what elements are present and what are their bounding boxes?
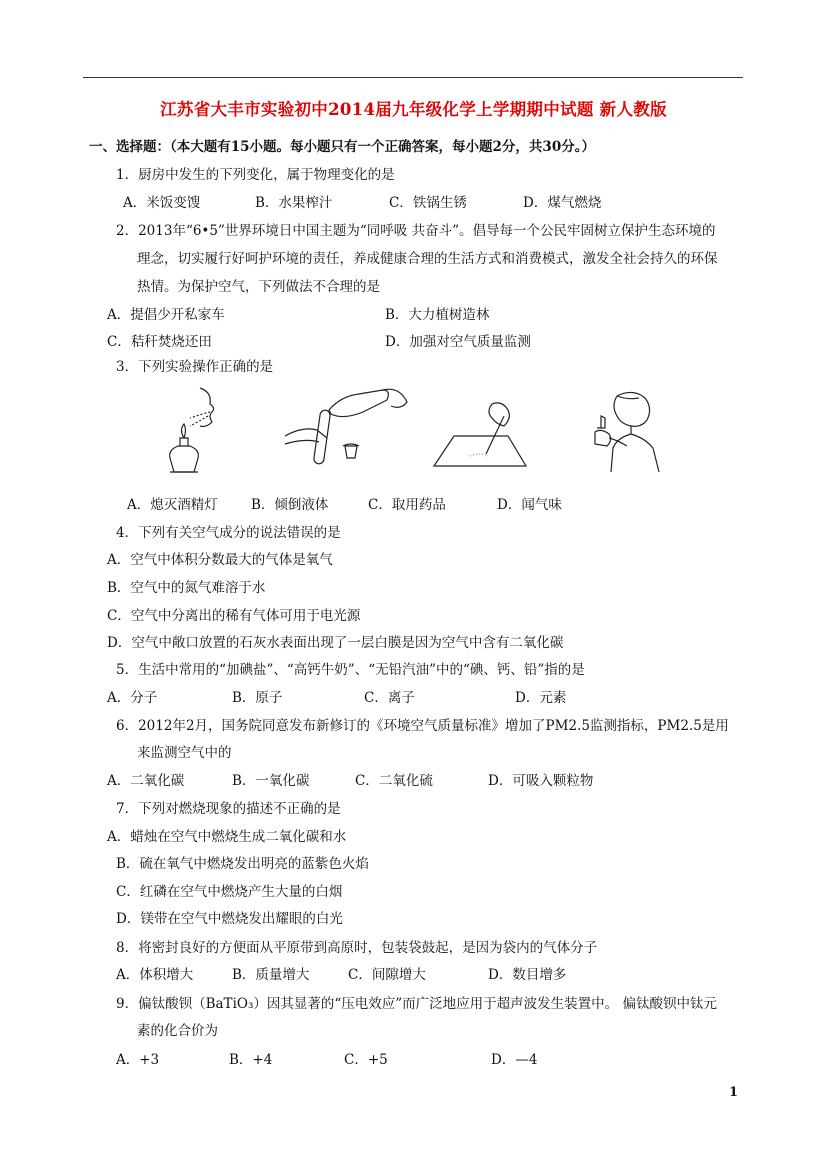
q7-option-a: A．蜡烛在空气中燃烧生成二氧化碳和水: [107, 829, 347, 845]
q3-option-d: D．闻气味: [497, 497, 562, 513]
question-6-stem-line-1: 6．2012年2月，国务院同意发布新修订的《环境空气质量标准》增加了PM2.5监测指标，PM2.5是用: [116, 718, 729, 734]
q5-option-b: B．原子: [232, 690, 283, 706]
q4-option-d: D．空气中敞口放置的石灰水表面出现了一层白膜是因为空气中含有二氧化碳: [107, 635, 564, 651]
q8-option-c: C．间隙增大: [348, 967, 426, 983]
q5-option-a: A．分子: [107, 690, 158, 706]
q2-option-c: C．秸秆焚烧还田: [107, 334, 212, 350]
section-heading: 一、选择题：（本大题有15小题。每小题只有一个正确答案，每小题2分，共30分。）: [89, 139, 595, 155]
q4-option-c: C．空气中分离出的稀有气体可用于电光源: [107, 608, 361, 624]
question-1-stem: 1．厨房中发生的下列变化，属于物理变化的是: [116, 167, 395, 183]
q9-option-d: D．—4: [491, 1052, 538, 1068]
q5-option-d: D．元素: [515, 690, 567, 706]
figure-pouring-liquid: [283, 386, 413, 476]
question-2-stem-line-1: 2．2013年“6•5”世界环境日中国主题为“同呼吸 共奋斗”。倡导每一个公民牢固树立保护生态环境的: [116, 223, 716, 239]
q7-option-d: D．镁带在空气中燃烧发出耀眼的白光: [116, 911, 343, 927]
q1-option-d: D．煤气燃烧: [523, 195, 602, 211]
document-title: 江苏省大丰市实验初中2014届九年级化学上学期期中试题 新人教版: [160, 100, 667, 119]
q3-option-b: B．倾倒液体: [251, 497, 329, 513]
question-4-stem: 4．下列有关空气成分的说法错误的是: [116, 525, 341, 541]
q2-option-b: B．大力植树造林: [385, 307, 490, 323]
question-8-stem: 8．将密封良好的方便面从平原带到高原时，包装袋鼓起，是因为袋内的气体分子: [116, 940, 598, 956]
q1-option-b: B．水果榨汁: [255, 195, 333, 211]
q9-option-b: B．+4: [229, 1052, 273, 1068]
q7-option-b: B．硫在氧气中燃烧发出明亮的蓝紫色火焰: [116, 856, 369, 872]
q5-option-c: C．离子: [364, 690, 415, 706]
q4-option-b: B．空气中的氮气难溶于水: [107, 580, 266, 596]
q2-option-d: D．加强对空气质量监测: [385, 334, 531, 350]
q3-option-a: A．熄灭酒精灯: [127, 497, 218, 513]
question-2-stem-line-3: 热情。为保护空气，下列做法不合理的是: [137, 279, 380, 295]
q6-option-c: C．二氧化硫: [355, 773, 433, 789]
q1-option-a: A．米饭变馊: [123, 195, 201, 211]
question-2-stem-line-2: 理念，切实履行好呵护环境的责任，养成健康合理的生活方式和消费模式，激发全社会持久的环保: [137, 251, 718, 267]
header-rule: [83, 77, 743, 78]
q8-option-a: A．体积增大: [116, 967, 194, 983]
figure-alcohol-lamp: [160, 386, 230, 474]
page-number: 1: [729, 1085, 739, 1100]
q1-option-c: C．铁锅生锈: [389, 195, 467, 211]
q6-option-a: A．二氧化碳: [107, 773, 185, 789]
figure-smelling-gas: [587, 388, 667, 474]
figure-taking-powder: [430, 398, 530, 470]
q3-option-c: C．取用药品: [368, 497, 446, 513]
question-9-stem-line-2: 素的化合价为: [137, 1023, 218, 1039]
question-3-stem: 3．下列实验操作正确的是: [116, 359, 274, 375]
q7-option-c: C．红磷在空气中燃烧产生大量的白烟: [116, 884, 343, 900]
question-5-stem: 5．生活中常用的“加碘盐”、“高钙牛奶”、“无铅汽油”中的“碘、钙、铅”指的是: [116, 662, 585, 678]
q9-option-a: A．+3: [116, 1052, 160, 1068]
q2-option-a: A．提倡少开私家车: [107, 307, 225, 323]
q9-option-c: C．+5: [344, 1052, 388, 1068]
question-9-stem-line-1: 9．偏钛酸钡（BaTiO₃）因其显著的“压电效应”而广泛地应用于超声波发生装置中。 偏钛酸钡中钛元: [116, 996, 717, 1012]
q8-option-b: B．质量增大: [232, 967, 310, 983]
question-7-stem: 7．下列对燃烧现象的描述不正确的是: [116, 801, 341, 817]
question-6-stem-line-2: 来监测空气中的: [137, 745, 232, 761]
q6-option-d: D．可吸入颗粒物: [488, 773, 594, 789]
q4-option-a: A．空气中体积分数最大的气体是氧气: [107, 552, 333, 568]
q6-option-b: B．一氧化碳: [232, 773, 310, 789]
q8-option-d: D．数目增多: [488, 967, 567, 983]
